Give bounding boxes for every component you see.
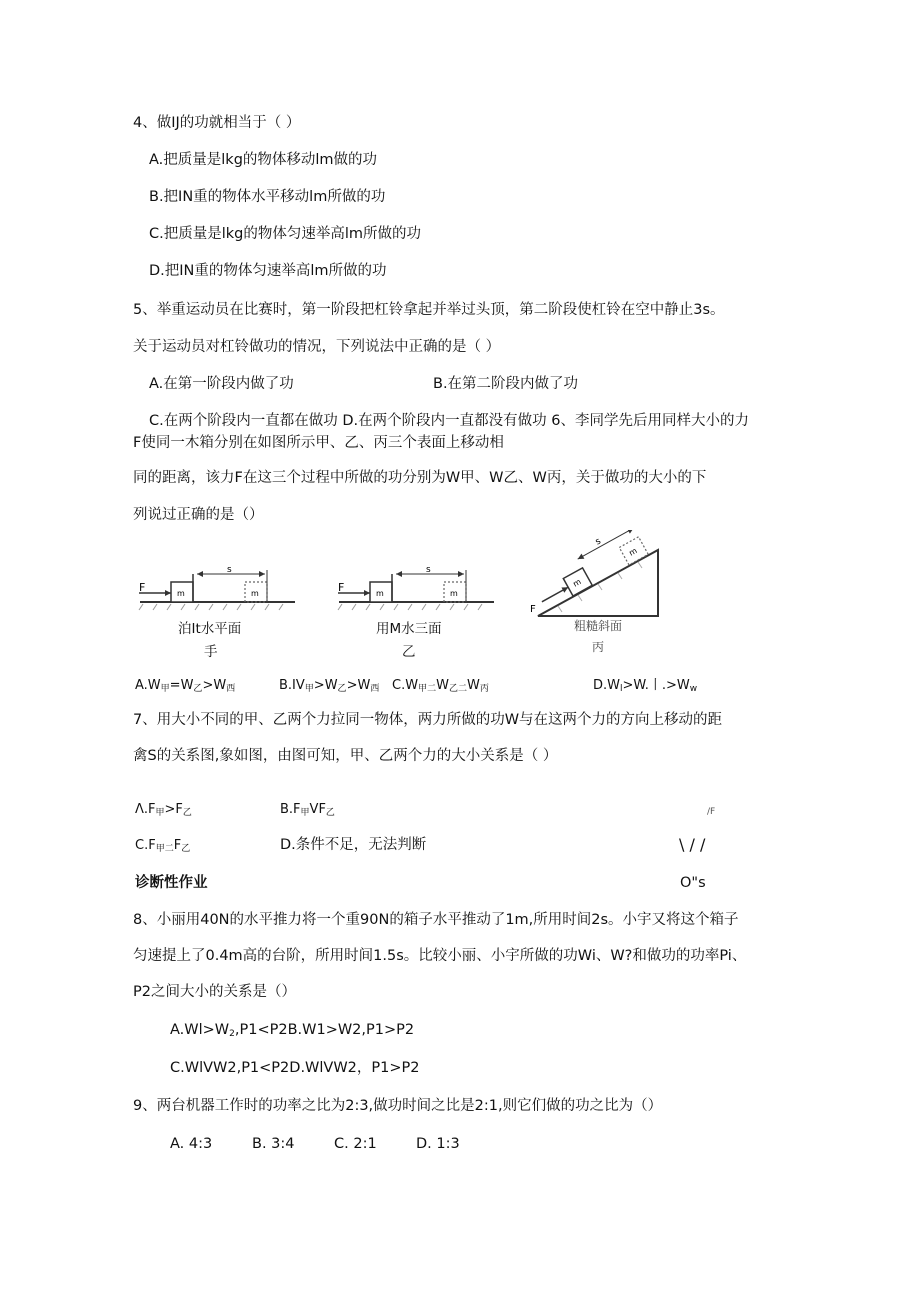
q7-graph-lines: \ / /	[679, 835, 706, 854]
q7-graph-top-label: /F	[707, 807, 716, 817]
q9-option-a: A. 4:3	[170, 1136, 213, 1152]
fig1-dist-label: s	[227, 565, 232, 575]
q7-graph-axis-label: O"s	[680, 875, 706, 891]
q8-option-cd: C.WlVW2,P1<P2D.WlVW2，P1>P2	[170, 1060, 420, 1076]
q8-line2: 匀速提上了0.4m高的台阶，所用时间1.5s。比较小丽、小宇所做的功Wi、W?和做功的功率Pi、	[133, 948, 747, 964]
fig3-sub-caption: 丙	[592, 640, 605, 654]
q6-line4: 列说过正确的是（）	[133, 507, 264, 523]
figure-smooth-surface	[135, 560, 305, 620]
q9-option-d: D. 1:3	[416, 1136, 460, 1152]
fig1-mass-dashed-label: m	[251, 589, 259, 598]
fig3-mass-dashed-label: m	[627, 546, 639, 558]
q7-option-b: B.F甲VF乙	[280, 802, 335, 818]
q7-line2: 禽S的关系图,象如图，由图可知，甲、乙两个力的大小关系是（ ）	[133, 748, 558, 764]
q6-option-c: C.W甲二W乙二W丙	[392, 678, 489, 694]
fig2-force-label: F	[338, 581, 345, 594]
q6-line2: F使同一木箱分别在如图所示甲、乙、丙三个表面上移动相	[133, 435, 504, 451]
q4-option-a: A.把质量是lkg的物体移动lm做的功	[149, 152, 378, 168]
fig3-mass-label: m	[571, 577, 583, 589]
q9-option-b: B. 3:4	[252, 1136, 295, 1152]
q6-option-b: B.IV甲>W乙>W西	[279, 678, 380, 694]
q4-option-d: D.把IN重的物体匀速举高lm所做的功	[149, 263, 387, 279]
q6-option-d: D.Wl>W.丨.>Ww	[593, 678, 698, 694]
q6-option-a: A.W甲=W乙>W西	[135, 678, 236, 694]
q5-option-a: A.在第一阶段内做了功	[149, 376, 294, 392]
q7-option-d: D.条件不足，无法判断	[280, 837, 427, 853]
fig1-sub-caption: 手	[204, 644, 218, 660]
q8-line1: 8、小丽用40N的水平推力将一个重90N的箱子水平推动了1m,所用时间2s。小宇又将这个箱子	[133, 912, 739, 928]
q6-line3: 同的距离，该力F在这三个过程中所做的功分别为W甲、W乙、W丙，关于做功的大小的下	[133, 470, 707, 486]
q8-line3: P2之间大小的关系是（）	[133, 984, 296, 1000]
q9-stem: 9、两台机器工作时的功率之比为2:3,做功时间之比是2:1,则它们做的功之比为（）	[133, 1098, 663, 1114]
fig2-caption: 用M水三面	[376, 621, 442, 637]
q8-option-ab: A.Wl>W2,P1<P2B.W1>W2,P1>P2	[170, 1022, 415, 1039]
figure-rough-surface	[334, 560, 504, 620]
q5-line1: 5、举重运动员在比赛时，第一阶段把杠铃拿起并举过头顶，第二阶段使杠铃在空中静止3s。	[133, 302, 725, 318]
fig3-caption: 粗糙斜面	[574, 619, 623, 633]
fig2-mass-dashed-label: m	[450, 589, 458, 598]
fig2-sub-caption: 乙	[402, 644, 416, 660]
q7-option-c: C.F甲二F乙	[135, 838, 191, 854]
fig2-mass-label: m	[376, 589, 384, 598]
q4-option-b: B.把IN重的物体水平移动lm所做的功	[149, 189, 386, 205]
q4-option-c: C.把质量是lkg的物体匀速举高lm所做的功	[149, 226, 422, 242]
fig3-dist-label: s	[593, 536, 603, 548]
q4-stem: 4、做IJ的功就相当于（ ）	[133, 115, 301, 131]
fig1-caption: 泊It水平面	[178, 621, 242, 637]
q9-option-c: C. 2:1	[334, 1136, 377, 1152]
q5-option-b: B.在第二阶段内做了功	[433, 376, 579, 392]
fig3-force-label: F	[530, 604, 536, 615]
fig1-mass-label: m	[177, 589, 185, 598]
section-title: 诊断性作业	[135, 875, 208, 891]
q7-line1: 7、用大小不同的甲、乙两个力拉同一物体，两力所做的功W与在这两个力的方向上移动的距	[133, 712, 723, 728]
q5-option-cd-q6-start: C.在两个阶段内一直都在做功 D.在两个阶段内一直都没有做功 6、李同学先后用同样大小的力	[149, 413, 749, 429]
figure-rough-incline	[528, 530, 668, 620]
q7-option-a: Λ.F甲>F乙	[135, 802, 192, 818]
fig1-force-label: F	[139, 581, 146, 594]
q5-line2: 关于运动员对杠铃做功的情况，下列说法中正确的是（ ）	[133, 339, 501, 355]
fig2-dist-label: s	[426, 565, 431, 575]
